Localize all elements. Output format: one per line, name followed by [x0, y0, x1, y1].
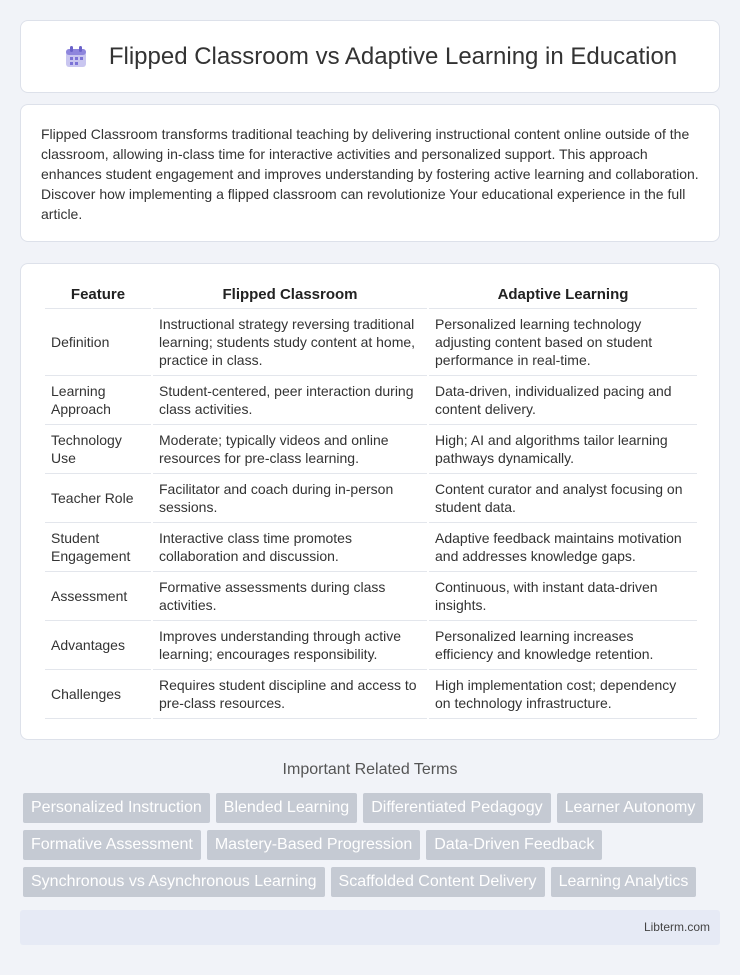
adaptive-cell: Personalized learning technology adjusting content based on student performance in real-time.	[429, 309, 697, 376]
term-tag[interactable]: Learner Autonomy	[557, 793, 704, 823]
flipped-cell: Instructional strategy reversing traditional learning; students study content at home, practice in class.	[153, 309, 427, 376]
term-tag[interactable]: Differentiated Pedagogy	[363, 793, 550, 823]
term-tag[interactable]: Personalized Instruction	[23, 793, 210, 823]
intro-text: Flipped Classroom transforms traditional teaching by delivering instructional content online outside of the classroom, allowing in-class time for interactive activities and personalized support. This approach enhances student engagement and improves understanding by fostering active learning and collaboration. Discover how implementing a flipped classroom can revolutionize Your educational experience in the full article.	[41, 126, 699, 222]
feature-cell: Student Engagement	[45, 523, 151, 572]
feature-cell: Challenges	[45, 670, 151, 719]
flipped-cell: Facilitator and coach during in-person sessions.	[153, 474, 427, 523]
adaptive-cell: Adaptive feedback maintains motivation and addresses knowledge gaps.	[429, 523, 697, 572]
adaptive-cell: Content curator and analyst focusing on student data.	[429, 474, 697, 523]
footer	[20, 910, 720, 945]
table-row	[45, 670, 697, 719]
feature-cell: Teacher Role	[45, 474, 151, 523]
feature-cell: Learning Approach	[45, 376, 151, 425]
flipped-cell: Moderate; typically videos and online resources for pre-class learning.	[153, 425, 427, 474]
flipped-cell: Improves understanding through active learning; encourages responsibility.	[153, 621, 427, 670]
term-tag[interactable]: Synchronous vs Asynchronous Learning	[23, 867, 325, 897]
related-terms-list	[23, 793, 723, 904]
table-row	[45, 474, 697, 523]
table-row	[45, 523, 697, 572]
header-feature: Feature	[45, 281, 151, 309]
feature-cell: Assessment	[45, 572, 151, 621]
adaptive-cell: High implementation cost; dependency on technology infrastructure.	[429, 670, 697, 719]
term-tag[interactable]: Scaffolded Content Delivery	[331, 867, 545, 897]
comparison-table	[43, 281, 699, 719]
calendar-icon	[63, 44, 89, 70]
flipped-cell: Interactive class time promotes collaboration and discussion.	[153, 523, 427, 572]
page-title: Flipped Classroom vs Adaptive Learning in Education	[108, 42, 678, 70]
term-tag[interactable]: Learning Analytics	[551, 867, 697, 897]
table-row	[45, 425, 697, 474]
feature-cell: Definition	[45, 309, 151, 376]
term-tag[interactable]: Data-Driven Feedback	[426, 830, 602, 860]
table-row	[45, 376, 697, 425]
table-row	[45, 309, 697, 376]
adaptive-cell: Data-driven, individualized pacing and content delivery.	[429, 376, 697, 425]
feature-cell: Technology Use	[45, 425, 151, 474]
header-adaptive-learning: Adaptive Learning	[429, 281, 697, 309]
feature-cell: Advantages	[45, 621, 151, 670]
term-tag[interactable]: Blended Learning	[216, 793, 357, 823]
footer-site-link[interactable]: Libterm.com	[643, 920, 710, 934]
flipped-cell: Formative assessments during class activities.	[153, 572, 427, 621]
flipped-cell: Student-centered, peer interaction during class activities.	[153, 376, 427, 425]
table-header-row	[45, 281, 697, 309]
header-flipped-classroom: Flipped Classroom	[153, 281, 427, 309]
header-card	[20, 20, 720, 93]
intro-card	[20, 104, 720, 242]
table-row	[45, 572, 697, 621]
adaptive-cell: Continuous, with instant data-driven insights.	[429, 572, 697, 621]
table-row	[45, 621, 697, 670]
term-tag[interactable]: Mastery-Based Progression	[207, 830, 420, 860]
comparison-table-card	[20, 263, 720, 740]
term-tag[interactable]: Formative Assessment	[23, 830, 201, 860]
adaptive-cell: High; AI and algorithms tailor learning pathways dynamically.	[429, 425, 697, 474]
related-terms-heading: Important Related Terms	[282, 761, 458, 778]
adaptive-cell: Personalized learning increases efficiency and knowledge retention.	[429, 621, 697, 670]
flipped-cell: Requires student discipline and access to pre-class resources.	[153, 670, 427, 719]
